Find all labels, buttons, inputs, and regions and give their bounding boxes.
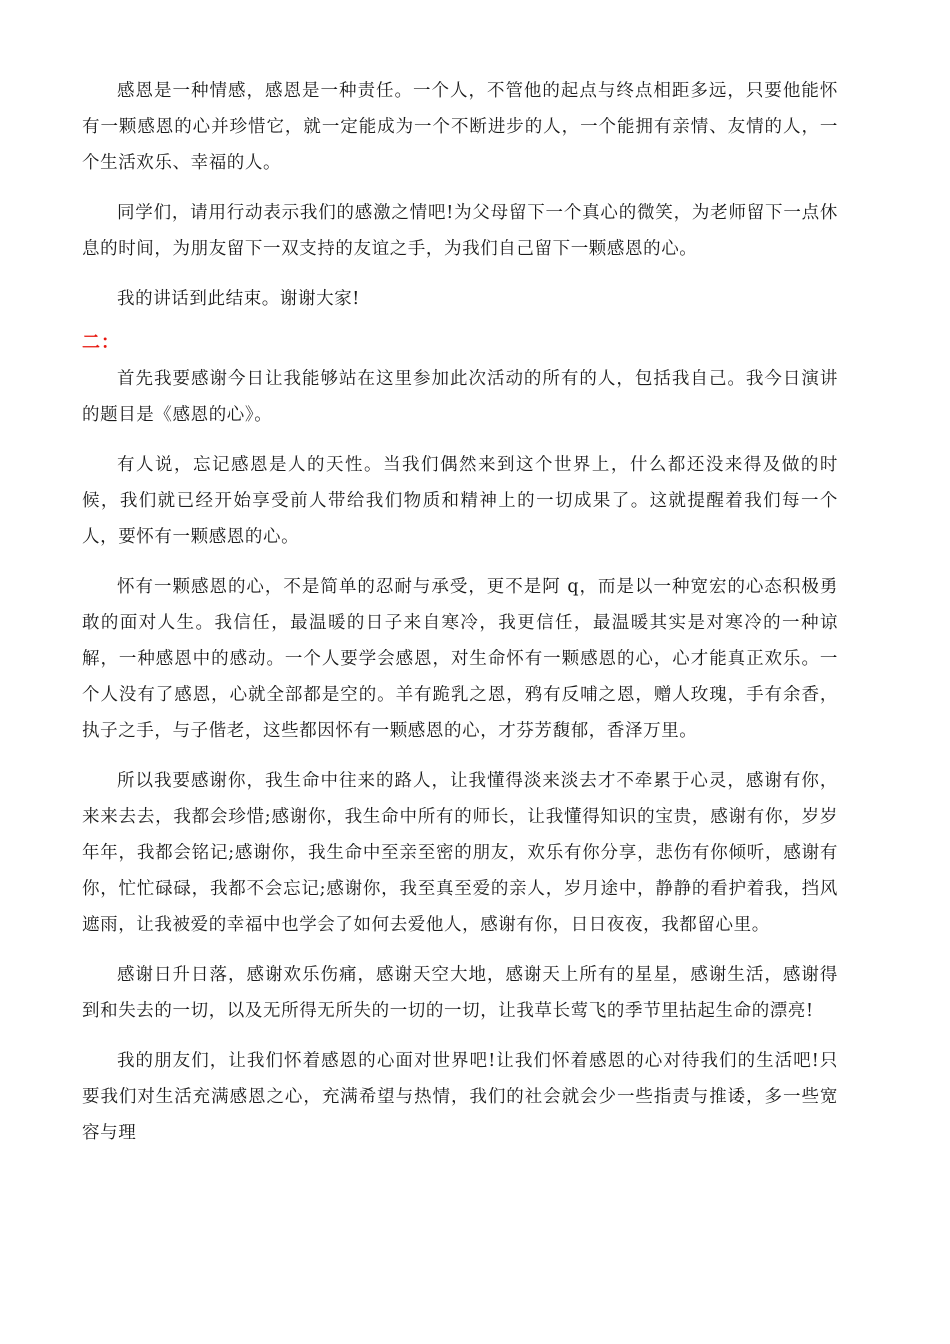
paragraph-grateful-heart: 怀有一颗感恩的心，不是简单的忍耐与承受，更不是阿 q，而是以一种宽宏的心态积极勇敢的面对人生。我信任，最温暖的日子来自寒冷，我更信任，最温暖其实是对寒冷的一种谅解，一种感恩中的感动。一个人要学会感恩，对生命怀有一颗感恩的心，心才能真正欢乐。一个人没有了感恩，心就全部都是空的。羊有跪乳之恩，鸦有反哺之恩，赠人玫瑰，手有余香，执子之手，与子偕老，这些都因怀有一颗感恩的心，才芬芳馥郁，香泽万里。 bbox=[82, 577, 838, 741]
paragraph-friends-appeal: 我的朋友们，让我们怀着感恩的心面对世界吧!让我们怀着感恩的心对待我们的生活吧!只要我们对生活充满感恩之心，充满希望与热情，我们的社会就会少一些指责与推诿，多一些宽容与理 bbox=[82, 1051, 838, 1143]
paragraph-closing: 我的讲话到此结束。谢谢大家! bbox=[117, 289, 360, 309]
paragraph-thank-you-list: 所以我要感谢你，我生命中往来的路人，让我懂得淡来淡去才不牵累于心灵，感谢有你，来来去去，我都会珍惜;感谢你，我生命中所有的师长，让我懂得知识的宝贵，感谢有你，岁岁年年，我都会铭记;感谢你，我生命中至亲至密的朋友，欢乐有你分享，悲伤有你倾听，感谢有你，忙忙碌碌，我都不会忘记;感谢你，我至真至爱的亲人，岁月途中，静静的看护着我，挡风遮雨，让我被爱的幸福中也学会了如何去爱他人，感谢有你，日日夜夜，我都留心里。 bbox=[82, 771, 838, 935]
paragraph-call-to-action: 同学们，请用行动表示我们的感激之情吧!为父母留下一个真心的微笑，为老师留下一点休息的时间，为朋友留下一双支持的友谊之手，为我们自己留下一颗感恩的心。 bbox=[82, 203, 838, 259]
section-heading: 二： bbox=[82, 332, 120, 353]
paragraph-forgetting-gratitude: 有人说，忘记感恩是人的天性。当我们偶然来到这个世界上，什么都还没来得及做的时候，我们就已经开始享受前人带给我们物质和精神上的一切成果了。这就提醒着我们每一个人，要怀有一颗感恩的心。 bbox=[82, 455, 838, 547]
paragraph-opening-thanks: 首先我要感谢今日让我能够站在这里参加此次活动的所有的人，包括我自己。我今日演讲的题目是《感恩的心》。 bbox=[82, 369, 838, 425]
paragraph-thank-nature: 感谢日升日落，感谢欢乐伤痛，感谢天空大地，感谢天上所有的星星，感谢生活，感谢得到和失去的一切，以及无所得无所失的一切的一切，让我草长莺飞的季节里拈起生命的漂亮! bbox=[82, 965, 838, 1021]
paragraph-gratitude-responsibility: 感恩是一种情感，感恩是一种责任。一个人，不管他的起点与终点相距多远，只要他能怀有一颗感恩的心并珍惜它，就一定能成为一个不断进步的人，一个能拥有亲情、友情的人，一个生活欢乐、幸福的人。 bbox=[82, 81, 838, 173]
